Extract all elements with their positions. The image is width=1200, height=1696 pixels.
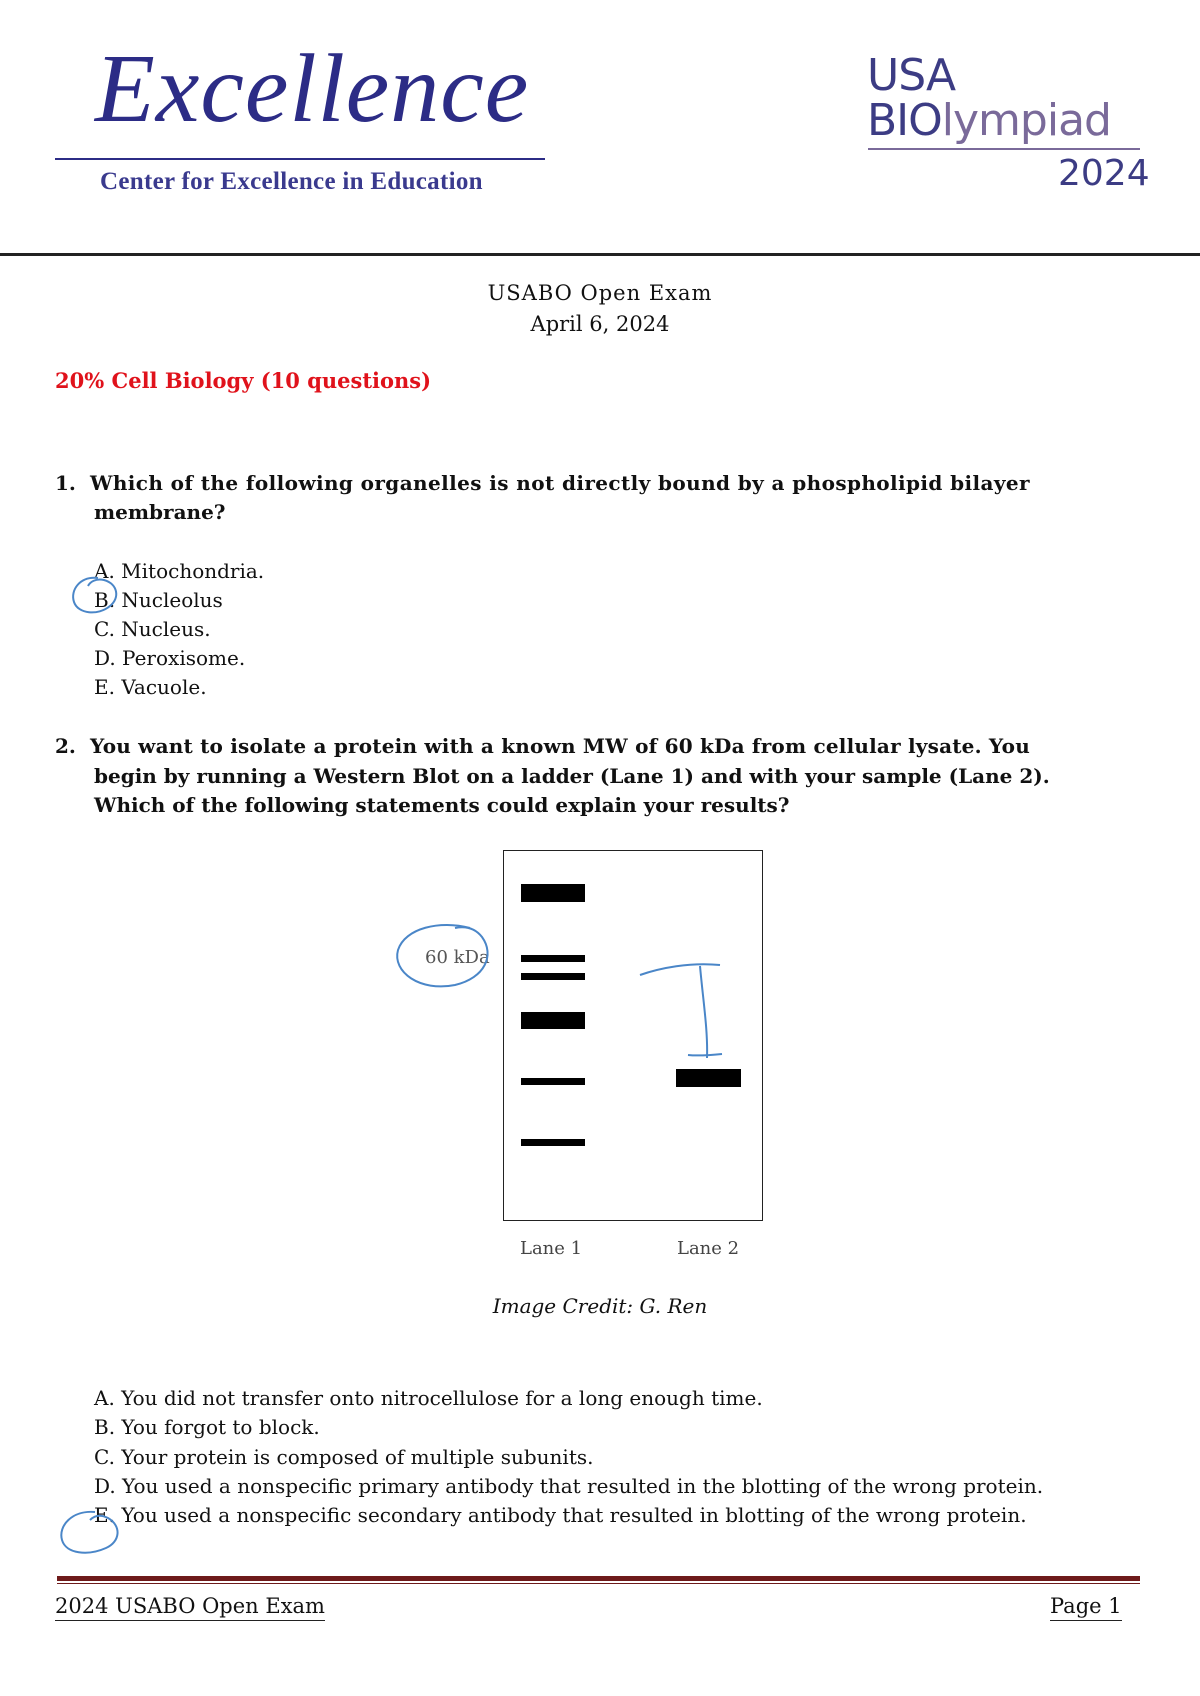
question-2-option-c: C. Your protein is composed of multiple subunits. — [94, 1445, 594, 1469]
biolympiad-logo-name — [867, 95, 1111, 146]
header-rule — [0, 253, 1200, 256]
question-1-text-line1: Which of the following organelles is not directly bound by a phospholipid bilayer — [90, 471, 1030, 495]
biolympiad-logo-rule — [868, 148, 1140, 150]
question-1-option-e: E. Vacuole. — [94, 675, 207, 699]
question-1-option-c: C. Nucleus. — [94, 617, 211, 641]
image-credit: Image Credit: G. Ren — [492, 1294, 708, 1318]
excellence-logo-subtitle: Center for Excellence in Education — [100, 168, 483, 195]
ladder-band-5 — [521, 1078, 585, 1085]
question-2-number: 2. — [55, 734, 76, 758]
western-blot-figure — [503, 850, 763, 1221]
question-2-option-d: D. You used a nonspecific primary antibody that resulted in the blotting of the wrong protein. — [94, 1474, 1044, 1498]
marker-label-60kda: 60 kDa — [425, 947, 490, 968]
question-1-option-b: B. Nucleolus — [94, 588, 223, 612]
sample-band — [676, 1069, 741, 1087]
section-heading: 20% Cell Biology (10 questions) — [55, 368, 432, 393]
question-2-option-b: B. You forgot to block. — [94, 1415, 320, 1439]
biolympiad-logo-usa: USA — [867, 50, 956, 101]
question-2-option-e: E. You used a nonspecific secondary antibody that resulted in blotting of the wrong protein. — [94, 1503, 1027, 1527]
exam-title: USABO Open Exam — [487, 281, 713, 305]
logo-divider — [55, 158, 545, 160]
question-1-number: 1. — [55, 471, 76, 495]
ladder-band-1 — [521, 884, 585, 902]
excellence-logo-word: Excellence — [95, 35, 530, 143]
question-2-option-a: A. You did not transfer onto nitrocellulose for a long enough time. — [94, 1386, 763, 1410]
ladder-band-3 — [521, 973, 585, 980]
lane-2-label: Lane 2 — [677, 1238, 740, 1259]
footer-exam-name: 2024 USABO Open Exam — [55, 1594, 325, 1621]
biolympiad-logo-lympiad: lympiad — [941, 95, 1111, 146]
footer-rule-thin — [57, 1583, 1140, 1584]
exam-date: April 6, 2024 — [530, 312, 670, 336]
lane-1-label: Lane 1 — [520, 1238, 583, 1259]
question-1-option-a: A. Mitochondria. — [94, 559, 265, 583]
ladder-band-6 — [521, 1139, 585, 1146]
ladder-band-2 — [521, 955, 585, 962]
question-2-text-line3: Which of the following statements could explain your results? — [94, 793, 790, 817]
biolympiad-logo-year: 2024 — [1058, 153, 1150, 194]
question-1-option-d: D. Peroxisome. — [94, 646, 246, 670]
question-2-text-line1: You want to isolate a protein with a known MW of 60 kDa from cellular lysate. You — [90, 734, 1030, 758]
footer-rule-thick — [57, 1576, 1140, 1581]
ladder-band-4 — [521, 1012, 585, 1029]
question-2-text-line2: begin by running a Western Blot on a ladder (Lane 1) and with your sample (Lane 2). — [94, 764, 1050, 788]
biolympiad-logo-bio: BIO — [867, 95, 942, 146]
footer-page-number: Page 1 — [1050, 1594, 1122, 1621]
question-1-text-line2: membrane? — [94, 500, 226, 524]
